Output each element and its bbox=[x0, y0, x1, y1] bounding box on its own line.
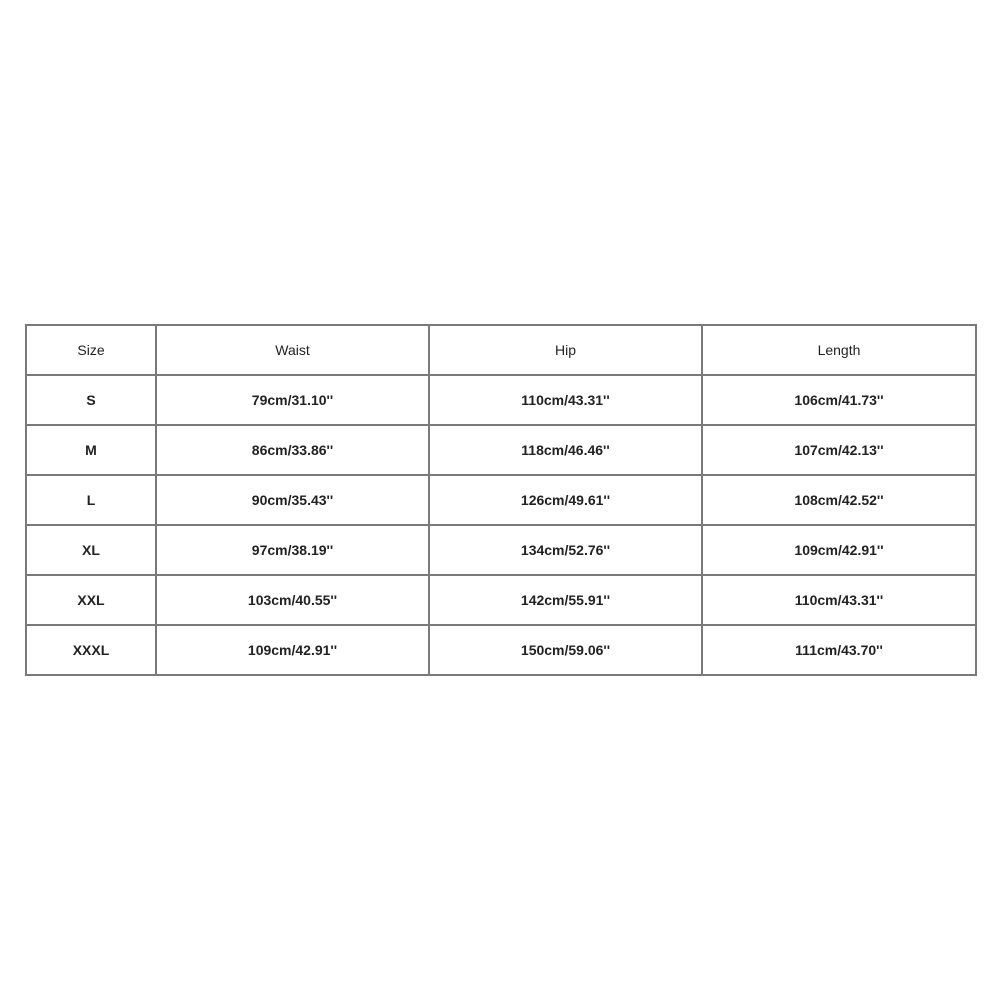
header-row bbox=[26, 325, 976, 375]
cell-waist: 86cm/33.86'' bbox=[156, 425, 429, 475]
cell-waist: 90cm/35.43'' bbox=[156, 475, 429, 525]
cell-size: L bbox=[26, 475, 156, 525]
table-row bbox=[26, 525, 976, 575]
cell-length: 110cm/43.31'' bbox=[702, 575, 976, 625]
table-row bbox=[26, 575, 976, 625]
cell-length: 111cm/43.70'' bbox=[702, 625, 976, 675]
cell-hip: 134cm/52.76'' bbox=[429, 525, 702, 575]
header-size: Size bbox=[26, 325, 156, 375]
cell-waist: 103cm/40.55'' bbox=[156, 575, 429, 625]
size-chart-table bbox=[25, 324, 977, 676]
header-hip: Hip bbox=[429, 325, 702, 375]
cell-waist: 109cm/42.91'' bbox=[156, 625, 429, 675]
cell-hip: 150cm/59.06'' bbox=[429, 625, 702, 675]
cell-length: 106cm/41.73'' bbox=[702, 375, 976, 425]
header-length: Length bbox=[702, 325, 976, 375]
cell-size: XXXL bbox=[26, 625, 156, 675]
table-row bbox=[26, 475, 976, 525]
cell-size: XL bbox=[26, 525, 156, 575]
table-body bbox=[26, 375, 976, 675]
table-row bbox=[26, 625, 976, 675]
cell-hip: 118cm/46.46'' bbox=[429, 425, 702, 475]
cell-size: M bbox=[26, 425, 156, 475]
cell-length: 109cm/42.91'' bbox=[702, 525, 976, 575]
cell-hip: 110cm/43.31'' bbox=[429, 375, 702, 425]
cell-waist: 79cm/31.10'' bbox=[156, 375, 429, 425]
table-row bbox=[26, 375, 976, 425]
cell-length: 108cm/42.52'' bbox=[702, 475, 976, 525]
cell-hip: 142cm/55.91'' bbox=[429, 575, 702, 625]
table-row bbox=[26, 425, 976, 475]
cell-length: 107cm/42.13'' bbox=[702, 425, 976, 475]
cell-hip: 126cm/49.61'' bbox=[429, 475, 702, 525]
table-header bbox=[26, 325, 976, 375]
cell-waist: 97cm/38.19'' bbox=[156, 525, 429, 575]
cell-size: XXL bbox=[26, 575, 156, 625]
cell-size: S bbox=[26, 375, 156, 425]
header-waist: Waist bbox=[156, 325, 429, 375]
